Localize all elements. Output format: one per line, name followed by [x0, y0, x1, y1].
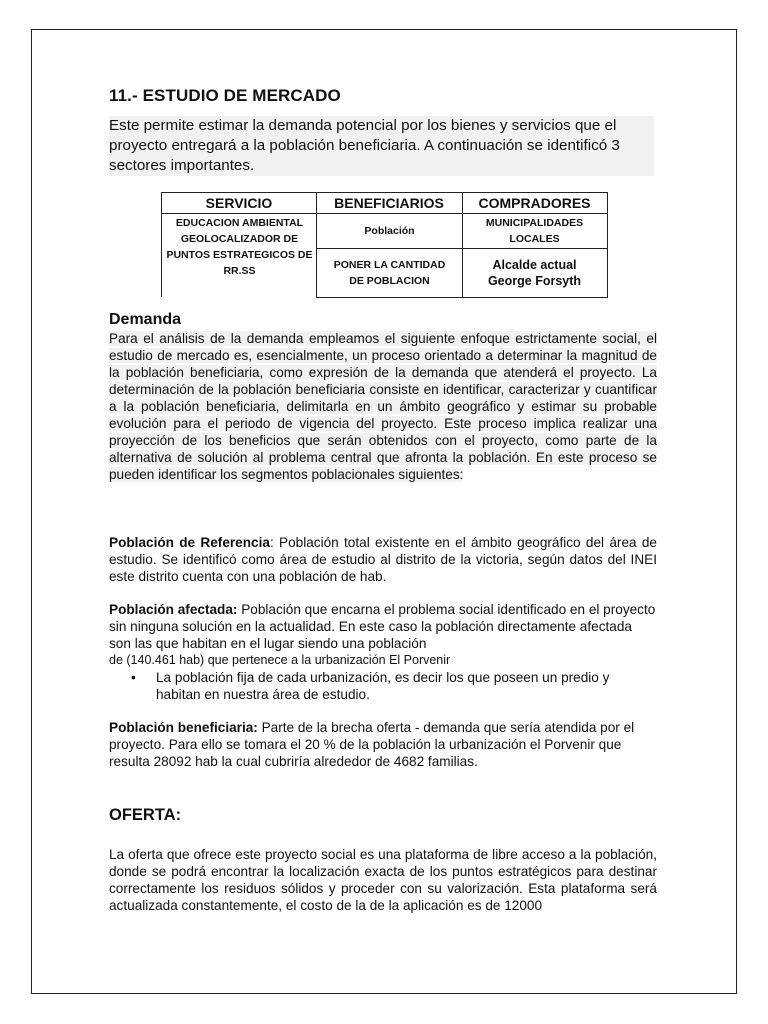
- cell-beneficiarios-1: Población: [316, 213, 463, 249]
- header-compradores: COMPRADORES: [462, 192, 608, 214]
- market-table: [161, 192, 608, 297]
- demanda-paragraph: [109, 330, 657, 483]
- afectada-paragraph: [109, 601, 657, 652]
- cell-compradores-1: MUNICIPALIDADES LOCALES: [462, 213, 608, 249]
- beneficiaria-text: Parte de la brecha oferta - demanda que sería atendida por el proyecto. Para ello se tomara el 20 % de la población la urbanización el Porvenir que resulta 28092 hab la cual cubriría alrededor de 4682 familias.: [109, 720, 635, 769]
- afectada-line4: de (140.461 hab) que pertenece a la urbanización El Porvenir: [109, 653, 451, 667]
- demanda-heading: Demanda: [109, 311, 182, 328]
- beneficiaria-paragraph: [109, 719, 657, 770]
- afectada-label: Población afectada:: [109, 602, 238, 617]
- bullet-text: La población fija de cada urbanización, es decir los que poseen un predio y habitan en nuestra área de estudio.: [156, 670, 610, 702]
- referencia-label: Población de Referencia: [109, 535, 270, 550]
- oferta-heading: OFERTA:: [109, 806, 182, 824]
- intro-paragraph: Este permite estimar la demanda potencial por los bienes y servicios que el proyecto entregará a la población beneficiaria. A continuación se identificó 3 sectores importantes.: [109, 116, 654, 176]
- section-title: 11.- ESTUDIO DE MERCADO: [109, 86, 341, 105]
- referencia-paragraph: [109, 534, 657, 585]
- demanda-text: Para el análisis de la demanda empleamos el siguiente enfoque estrictamente social, el estudio de mercado es, esencialmente, un proceso orientado a determinar la magnitud de la población beneficiaria, como expresión de la demanda que atenderá el proyecto. La determinación de la población beneficiaria consiste en identificar, caracterizar y cuantificar a la población beneficiaria, delimitarla en un ámbito geográfico y estimar su probable evolución para el periodo de vigencia del proyecto. Este proceso implica realizar una proyección de los beneficios que serán obtenidos con el proyecto, como parte de la alternativa de solución al problema central que afronta la población. En este proceso se pueden identificar los segmentos poblacionales siguientes:: [109, 331, 657, 482]
- referencia-text: : Población total existente en el ámbito geográfico del área de estudio. Se identificó como área de estudio al distrito de la victoria, según datos del INEI este distrito cuenta con una población de hab.: [109, 535, 657, 584]
- oferta-paragraph: La oferta que ofrece este proyecto social es una plataforma de libre acceso a la población, donde se podrá encontrar la localización exacta de los puntos estratégicos para destinar correctamente los residuos sólidos y proceder con su valorización. Esta plataforma será actualizada constantemente, el costo de la de la aplicación es de 12000: [109, 847, 657, 913]
- cell-servicio: EDUCACION AMBIENTAL GEOLOCALIZADOR DE PUNTOS ESTRATEGICOS DE RR.SS: [161, 214, 317, 297]
- header-servicio: SERVICIO: [161, 192, 317, 214]
- beneficiaria-label: Población beneficiaria:: [109, 720, 258, 735]
- cell-compradores-2: Alcalde actual George Forsyth: [462, 248, 608, 298]
- afectada-text: Población que encarna el problema social identificado en el proyecto sin ninguna solución en la actualidad. En este caso la población directamente afectada son las que habitan en el lugar siendo una población: [109, 602, 656, 651]
- bullet-dot-icon: •: [131, 670, 136, 685]
- cell-beneficiarios-2: PONER LA CANTIDAD DE POBLACION: [316, 248, 463, 298]
- header-beneficiarios: BENEFICIARIOS: [316, 192, 463, 214]
